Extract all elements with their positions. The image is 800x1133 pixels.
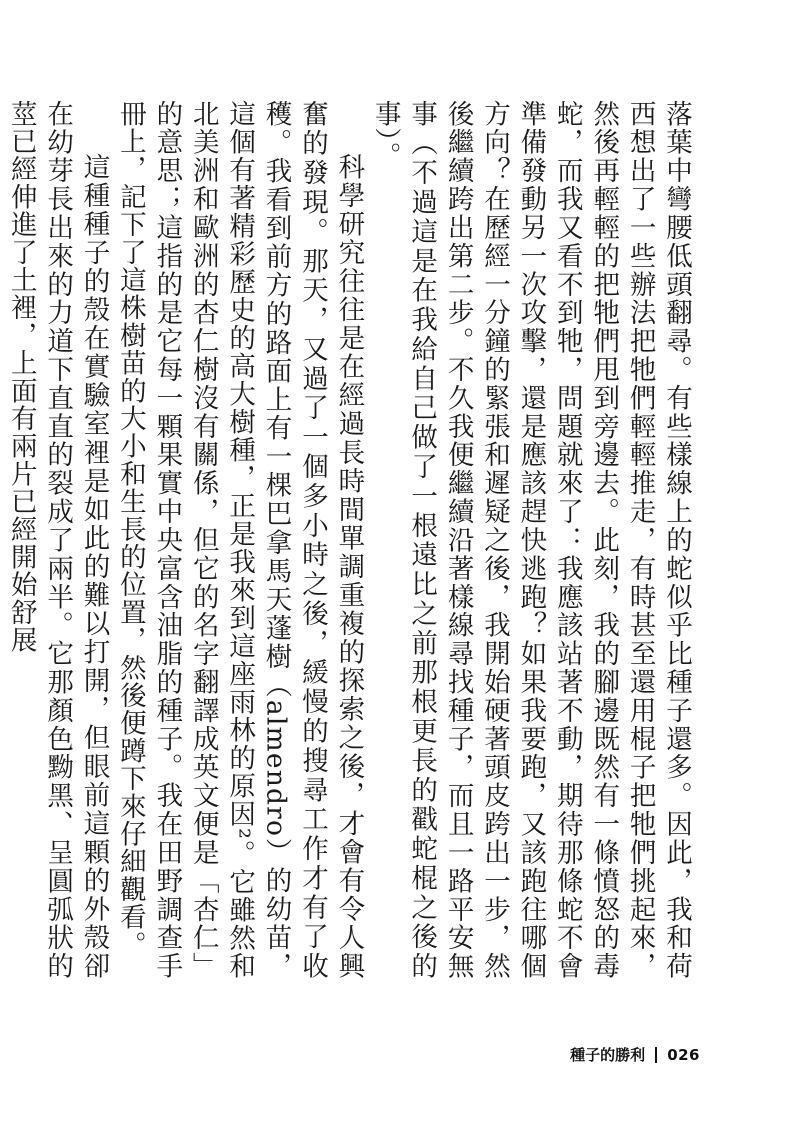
- page-body: [5, 100, 694, 980]
- page-footer: [570, 1044, 700, 1065]
- footer-divider: [655, 1047, 657, 1063]
- paragraph-1: 落葉中彎腰低頭翻尋。有些樣線上的蛇似乎比種子還多。因此，我和荷西想出了一些辦法把牠們輕輕推走，有時甚至還用棍子把牠們挑起來，然後再輕輕的把牠們甩到旁邊去。此刻，我的腳邊既然有一條憤怒的毒蛇，而我又看不到牠，問題就來了：我應該站著不動，期待那條蛇不會準備發動另一次攻擊，還是應該趕快逃跑？如果我要跑，又該跑往哪個方向？在歷經一分鐘的緊張和遲疑之後，我開始硬著頭皮跨出一步，然後繼續跨出第二步。不久我便繼續沿著樣線尋找種子，而且一路平安無事（不過這是在我給自己做了一根遠比之前那根更長的戳蛇棍之後的事）。: [369, 100, 692, 980]
- book-title: 種子的勝利: [570, 1046, 646, 1064]
- page-number: 026: [667, 1045, 700, 1064]
- paragraph-3: 這種種子的殼在實驗室裡是如此的難以打開，但眼前這顆的外殼卻在幼芽長出來的力道下直直的裂成了兩半。它那顏色黝黑、呈圓弧狀的莖已經伸進了土裡，上面有兩片已經開始舒展: [5, 100, 110, 980]
- paragraph-2: 科學研究往往是在經過長時間單調重複的探索之後，才會有令人興奮的發現。那天，又過了一個多小時之後，緩慢的搜尋工作才有了收穫。我看到前方的路面上有一棵巴拿馬天蓬樹（almendro）的幼苗，這個有著精彩歷史的高大樹種，正是我來到這座雨林的原因²。它雖然和北美洲和歐洲的杏仁樹沒有關係，但它的名字翻譯成英文便是「杏仁」的意思；這指的是它每一顆果實中央富含油脂的種子。我在田野調查手冊上，記下了這株樹苗的大小和生長的位置，然後便蹲下來仔細觀看。: [114, 100, 365, 980]
